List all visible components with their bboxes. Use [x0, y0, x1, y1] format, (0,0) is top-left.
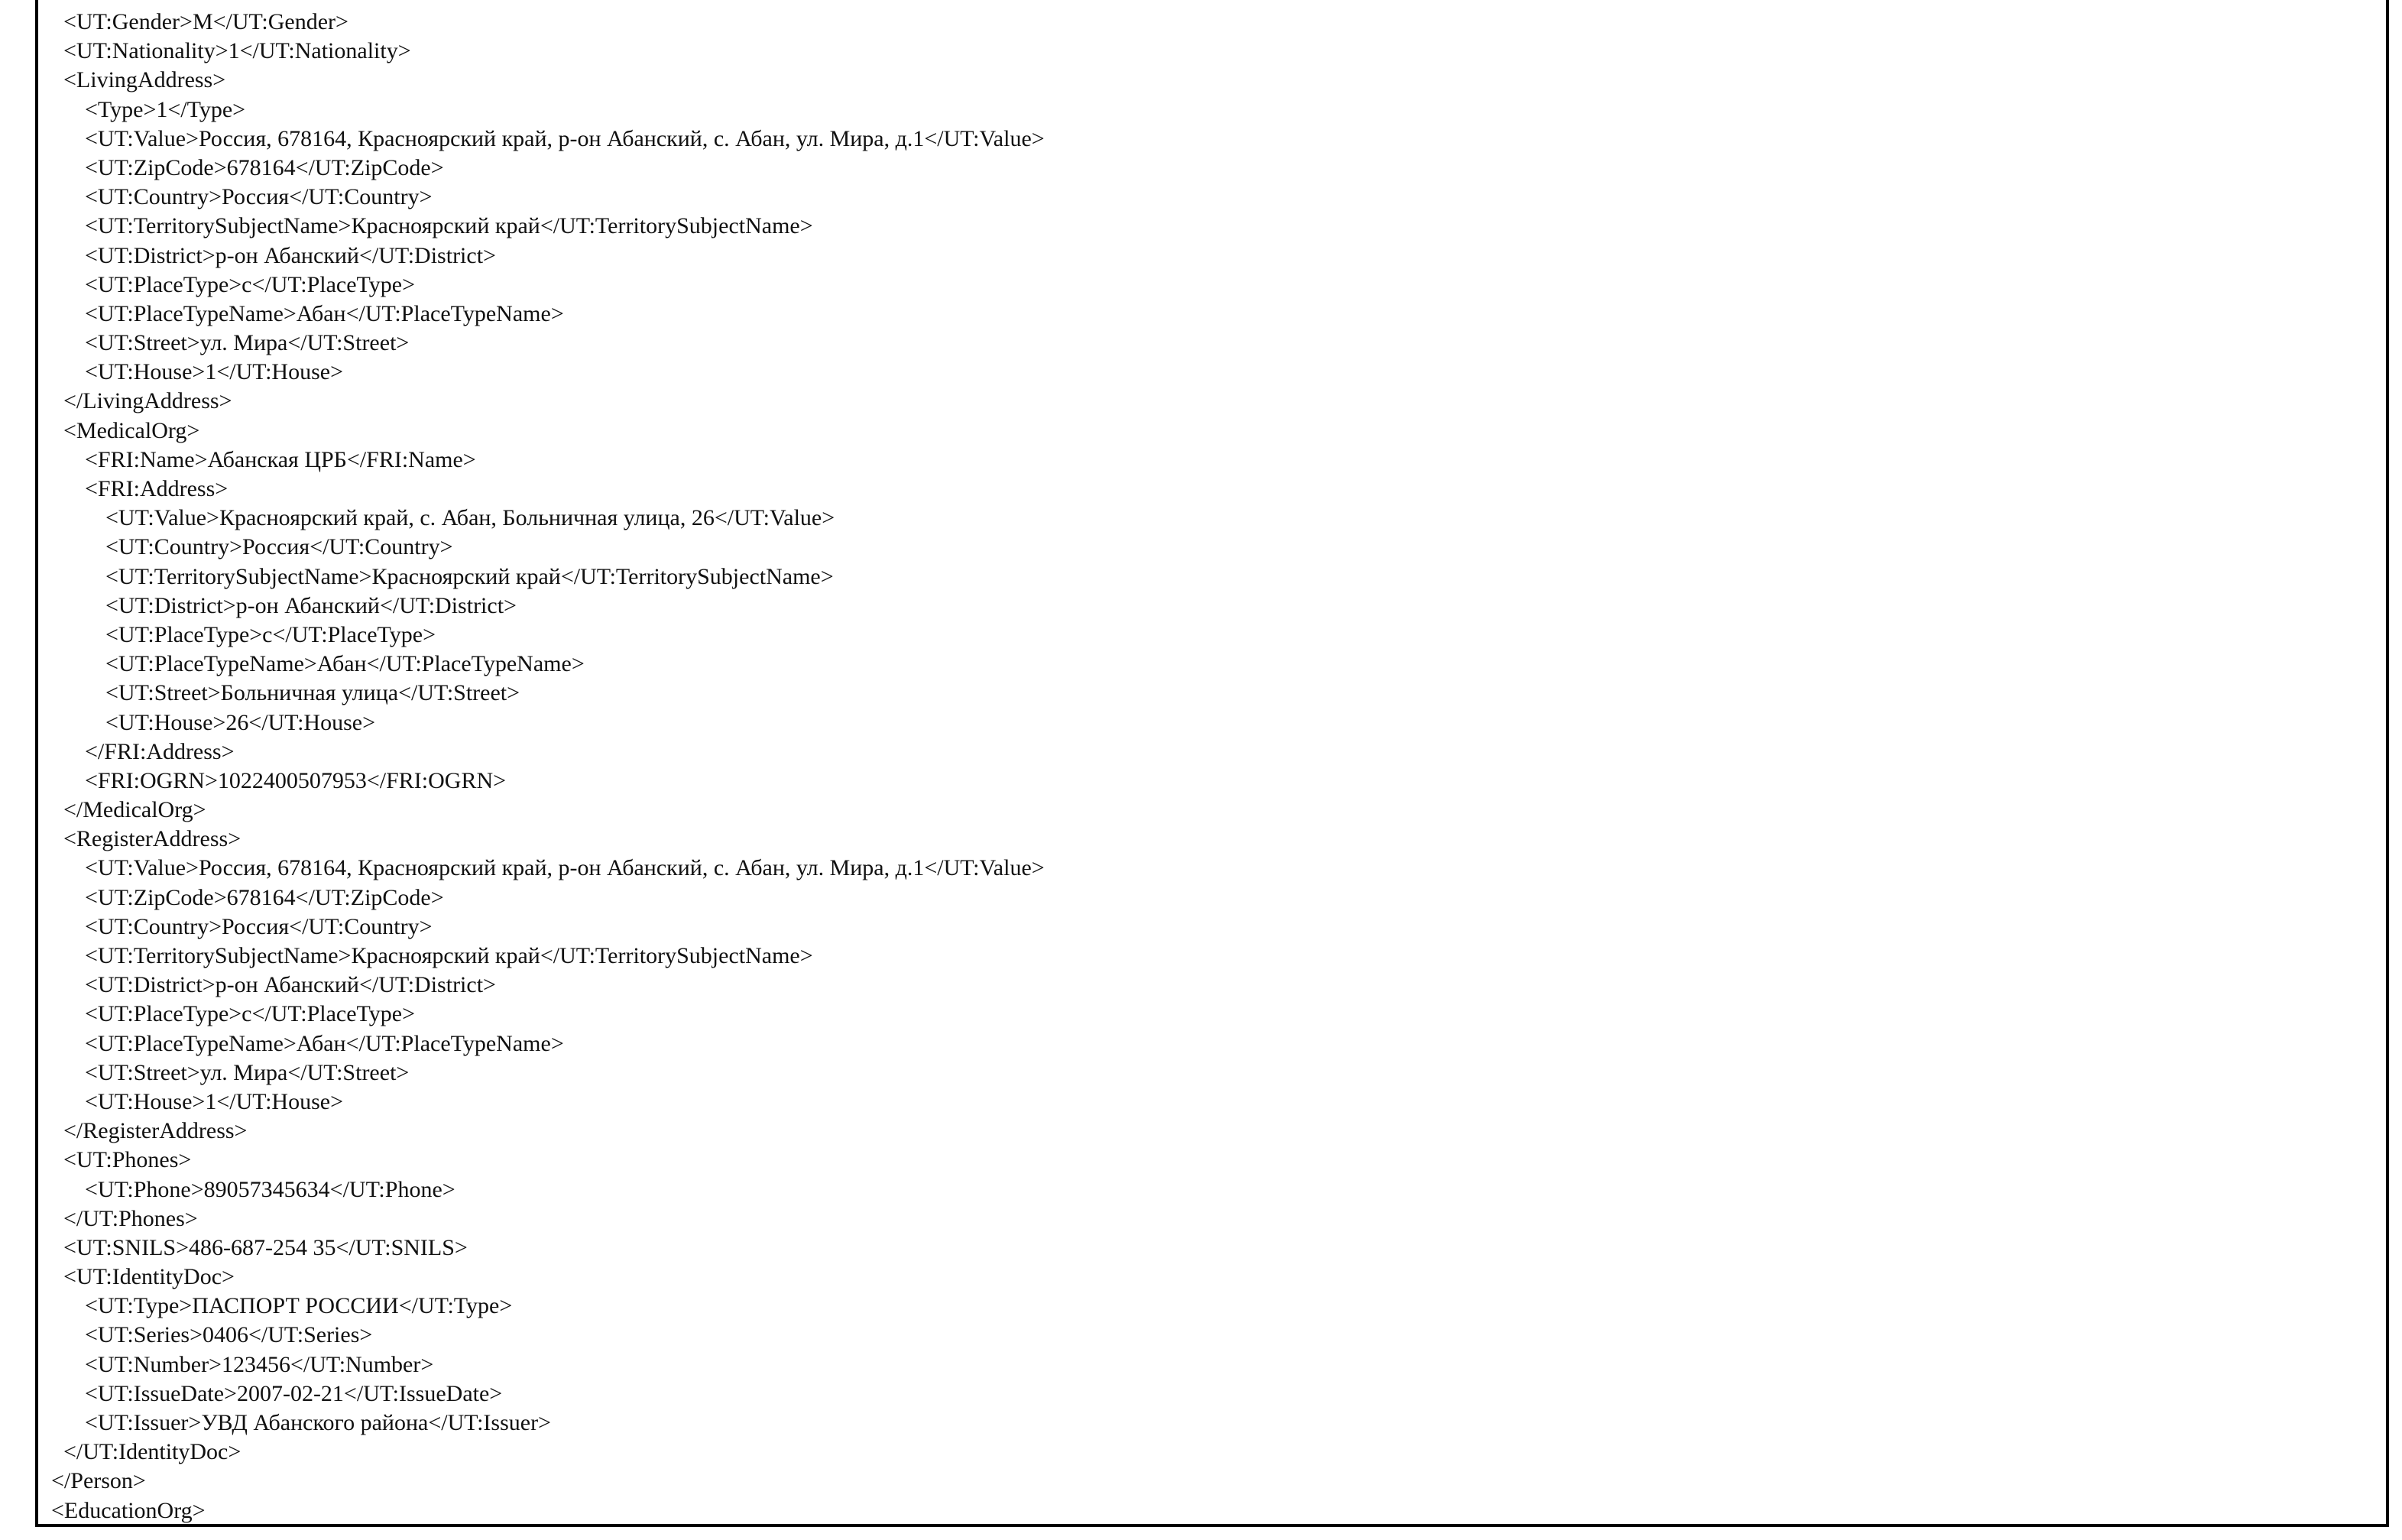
xml-line: <UT:Phone>89057345634</UT:Phone>: [85, 1176, 455, 1202]
xml-line: <UT:TerritorySubjectName>Красноярский край</UT:TerritorySubjectName>: [85, 943, 813, 968]
xml-line: <UT:House>1</UT:House>: [85, 359, 343, 385]
xml-line: <UT:House>26</UT:House>: [105, 709, 375, 735]
xml-line: <UT:IdentityDoc>: [63, 1264, 235, 1290]
xml-line: <UT:TerritorySubjectName>Красноярский край</UT:TerritorySubjectName>: [85, 213, 813, 239]
xml-line: <UT:ZipCode>678164</UT:ZipCode>: [85, 154, 444, 180]
xml-line: </LivingAddress>: [63, 388, 232, 414]
xml-line: <RegisterAddress>: [63, 826, 241, 852]
xml-line: <UT:PlaceType>с</UT:PlaceType>: [85, 1001, 416, 1027]
xml-line: <UT:Value>Россия, 678164, Красноярский край, р-он Абанский, с. Абан, ул. Мира, д.1</UT:Value>: [85, 125, 1045, 151]
xml-line: <UT:PlaceTypeName>Абан</UT:PlaceTypeName>: [85, 300, 564, 326]
xml-line: <UT:Nationality>1</UT:Nationality>: [63, 38, 411, 64]
xml-line: <UT:Gender>M</UT:Gender>: [63, 9, 348, 34]
xml-line: <LivingAddress>: [63, 67, 226, 93]
xml-line: <UT:Type>ПАСПОРТ РОССИИ</UT:Type>: [85, 1293, 513, 1319]
xml-line: <UT:District>р-он Абанский</UT:District>: [105, 592, 517, 618]
xml-line: <UT:Number>123456</UT:Number>: [85, 1351, 434, 1377]
xml-listing: [38, 8, 1045, 1525]
xml-line: <UT:Country>Россия</UT:Country>: [85, 913, 433, 939]
xml-line: <UT:District>р-он Абанский</UT:District>: [85, 242, 496, 268]
xml-line: <UT:Series>0406</UT:Series>: [85, 1322, 373, 1348]
xml-line: </MedicalOrg>: [63, 797, 206, 823]
xml-line: </UT:IdentityDoc>: [63, 1439, 241, 1465]
xml-line: <UT:PlaceTypeName>Абан</UT:PlaceTypeName>: [105, 651, 585, 677]
xml-line: </FRI:Address>: [85, 738, 235, 764]
xml-line: <UT:PlaceType>с</UT:PlaceType>: [85, 271, 416, 297]
xml-line: <Type>1</Type>: [85, 96, 246, 122]
xml-line: <UT:Phones>: [63, 1147, 192, 1173]
xml-line: </UT:Phones>: [63, 1205, 198, 1231]
xml-line: <UT:Value>Красноярский край, с. Абан, Больничная улица, 26</UT:Value>: [105, 505, 835, 531]
xml-line: <UT:Country>Россия</UT:Country>: [85, 184, 433, 210]
xml-line: <UT:PlaceTypeName>Абан</UT:PlaceTypeName>: [85, 1030, 564, 1056]
xml-line: </Person>: [51, 1468, 146, 1494]
xml-line: <UT:IssueDate>2007-02-21</UT:IssueDate>: [85, 1380, 503, 1406]
xml-line: <FRI:Address>: [85, 476, 229, 501]
document-frame: [35, 0, 2389, 1527]
xml-line: <UT:SNILS>486-687-254 35</UT:SNILS>: [63, 1234, 468, 1260]
xml-line: <FRI:Name>Абанская ЦРБ</FRI:Name>: [85, 446, 476, 472]
xml-line: <MedicalOrg>: [63, 417, 200, 443]
xml-line: <UT:Street>Больничная улица</UT:Street>: [105, 680, 520, 706]
xml-line: <UT:Street>ул. Мира</UT:Street>: [85, 1059, 410, 1085]
xml-line: <UT:PlaceType>с</UT:PlaceType>: [105, 621, 436, 647]
xml-line: <EducationOrg>: [51, 1497, 206, 1523]
xml-line: <FRI:OGRN>1022400507953</FRI:OGRN>: [85, 767, 507, 793]
xml-line: <UT:TerritorySubjectName>Красноярский край</UT:TerritorySubjectName>: [105, 563, 834, 589]
xml-line: <UT:Issuer>УВД Абанского района</UT:Issuer>: [85, 1410, 551, 1435]
xml-line: <UT:District>р-он Абанский</UT:District>: [85, 972, 496, 998]
xml-line: <UT:Country>Россия</UT:Country>: [105, 534, 453, 560]
xml-line: <UT:Street>ул. Мира</UT:Street>: [85, 330, 410, 356]
xml-line: <UT:House>1</UT:House>: [85, 1088, 343, 1114]
xml-line: <UT:ZipCode>678164</UT:ZipCode>: [85, 884, 444, 910]
xml-line: <UT:Value>Россия, 678164, Красноярский край, р-он Абанский, с. Абан, ул. Мира, д.1</UT:Value>: [85, 855, 1045, 881]
xml-line: </RegisterAddress>: [63, 1118, 248, 1144]
